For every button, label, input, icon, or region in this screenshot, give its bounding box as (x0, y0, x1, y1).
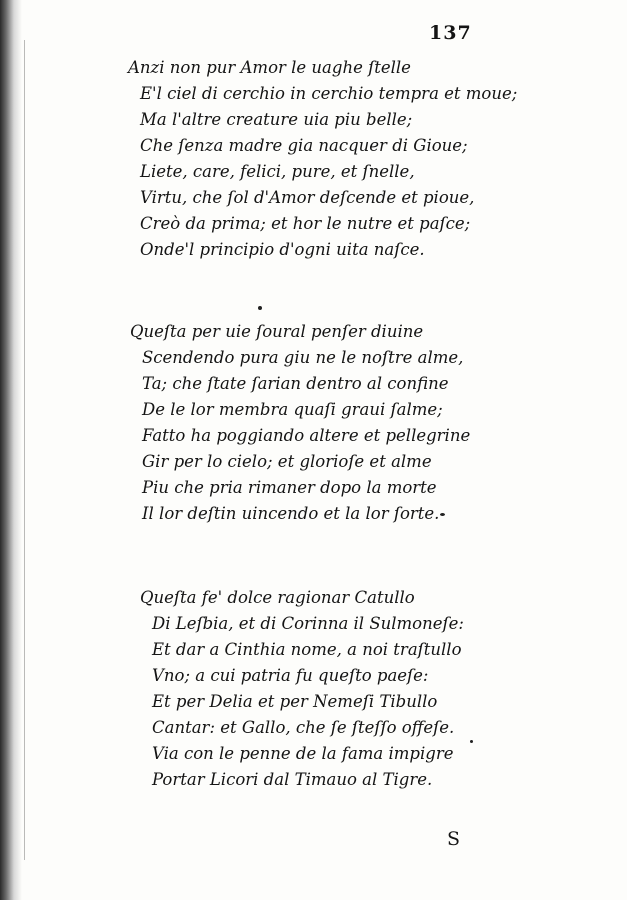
verse-line: Ta; che ſtate ſarian dentro al confine (142, 374, 449, 393)
verse-line: Di Leſbia, et di Corinna il Sulmoneſe: (152, 614, 464, 633)
verse-line: Via con le penne de la fama impigre (152, 744, 454, 763)
verse-line: E'l ciel di cerchio in cerchio tempra et moue; (140, 84, 518, 103)
verse-line: Il lor deſtin uincendo et la lor ſorte. (142, 504, 440, 523)
verse-line: Gir per lo cielo; et glorioſe et alme (142, 452, 432, 471)
verse-line: Ma l'altre creature uia piu belle; (140, 110, 413, 129)
stanza-1 (128, 55, 517, 263)
verse-line: Portar Licori dal Timauo al Tigre. (152, 770, 433, 789)
verse-line: Cantar: et Gallo, che ſe ſteſſo offeſe. (152, 718, 455, 737)
verse-line: Queſta per uie ſoural penſer diuine (130, 322, 424, 341)
ink-speck (258, 306, 262, 310)
stanza-2 (130, 319, 470, 527)
verse-line: Et dar a Cinthia nome, a noi traſtullo (152, 640, 462, 659)
verse-line: Onde'l principio d'ogni uita naſce. (140, 240, 425, 259)
page-number: 137 (429, 22, 472, 44)
verse-line: Che ſenza madre gia nacquer di Gioue; (140, 136, 468, 155)
verse-line: Piu che pria rimaner dopo la morte (142, 478, 437, 497)
stanza-3 (140, 585, 464, 793)
gutter-line (24, 40, 25, 860)
verse-line: Vno; a cui patria fu queſto paeſe: (152, 666, 429, 685)
verse-line: Scendendo pura giu ne le noſtre alme, (142, 348, 464, 367)
verse-line: Et per Delia et per Nemeſi Tibullo (152, 692, 438, 711)
binding-gutter-shadow (0, 0, 22, 900)
verse-line: Anzi non pur Amor le uaghe ſtelle (128, 58, 411, 77)
ink-speck (470, 740, 473, 743)
verse-line: Virtu, che ſol d'Amor deſcende et pioue, (140, 188, 475, 207)
verse-line: De le lor membra quaſi graui ſalme; (142, 400, 443, 419)
verse-line: Liete, care, felici, pure, et ſnelle, (140, 162, 415, 181)
verse-line: Queſta fe' dolce ragionar Catullo (140, 588, 415, 607)
ink-speck (440, 513, 445, 516)
verse-line: Fatto ha poggiando altere et pellegrine (142, 426, 471, 445)
verse-line: Creò da prima; et hor le nutre et paſce; (140, 214, 471, 233)
signature-mark: S (447, 828, 461, 850)
